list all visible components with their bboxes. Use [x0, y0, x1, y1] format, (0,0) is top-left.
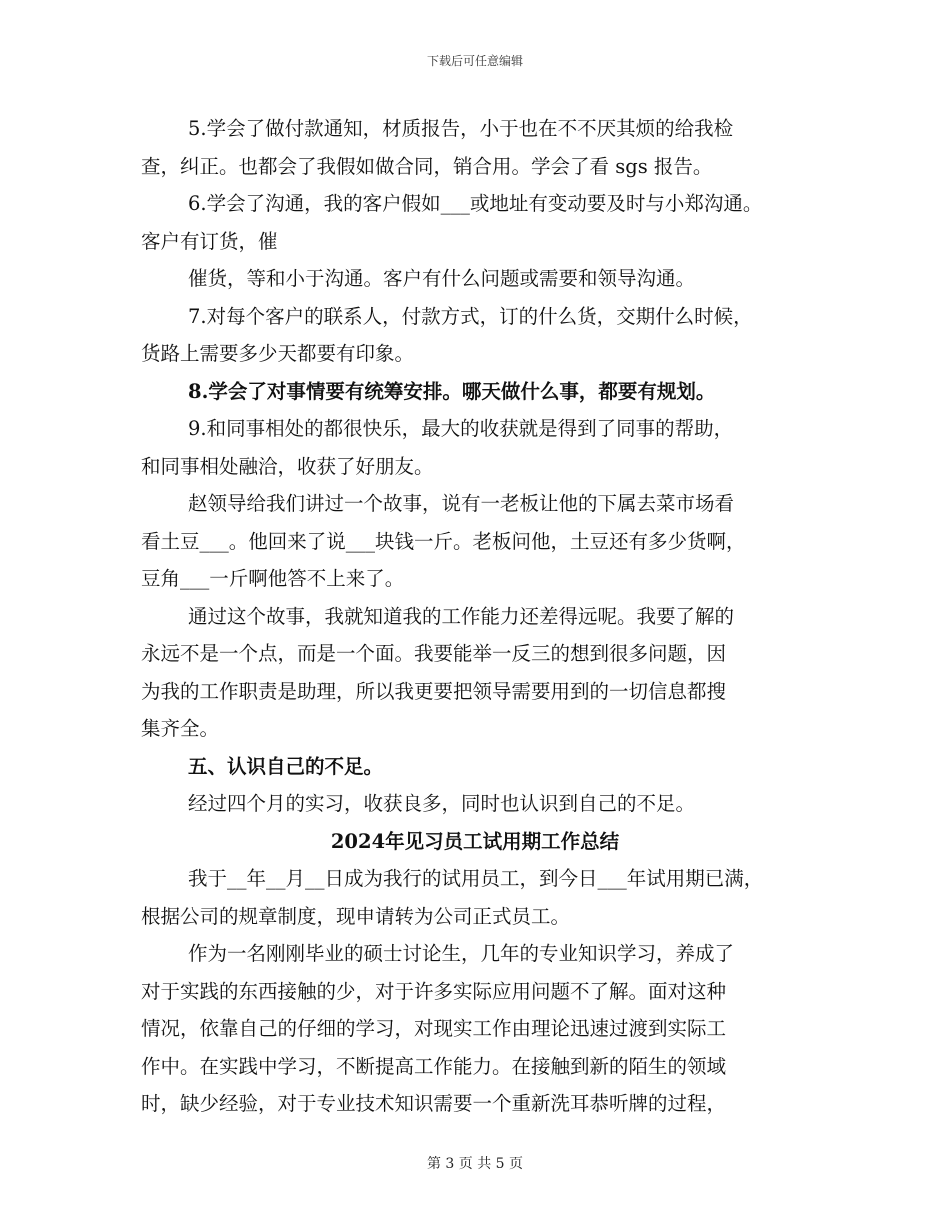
- paragraph-line: 7.对每个客户的联系人，付款方式，订的什么货，交期什么时候，: [188, 304, 753, 328]
- paragraph-line: 客户有订货，催: [141, 229, 278, 253]
- paragraph-line: 对于实践的东西接触的少，对于许多实际应用问题不了解。面对这种: [141, 979, 727, 1003]
- paragraph-line: 集齐全。: [141, 717, 220, 740]
- paragraph-line: 催货，等和小于沟通。客户有什么问题或需要和领导沟通。: [188, 267, 696, 290]
- paragraph-line: 6.学会了沟通，我的客户假如___或地址有变动要及时与小郑沟通。: [188, 192, 763, 215]
- paragraph-line: 情况，依靠自己的仔细的学习，对现实工作由理论迅速过渡到实际工: [141, 1017, 727, 1040]
- paragraph-line: 查，纠正。也都会了我假如做合同，销合用。学会了看 sgs 报告。: [141, 154, 713, 178]
- section-heading: 五、认识自己的不足。: [188, 754, 384, 778]
- bold-paragraph-line: 8.学会了对事情要有统筹安排。哪天做什么事，都要有规划。: [188, 379, 716, 403]
- paragraph-line: 我于__年__月__日成为我行的试用员工，到今日___年试用期已满，: [188, 867, 764, 890]
- paragraph-line: 时，缺少经验，对于专业技术知识需要一个重新洗耳恭听牌的过程，: [141, 1092, 727, 1115]
- paragraph-line: 根据公司的规章制度，现申请转为公司正式员工。: [141, 904, 571, 928]
- paragraph-line: 豆角___一斤啊他答不上来了。: [141, 567, 405, 590]
- paragraph-line: 货路上需要多少天都要有印象。: [141, 342, 415, 365]
- paragraph-line: 5.学会了做付款通知，材质报告，小于也在不不厌其烦的给我检: [188, 117, 734, 140]
- document-body: [141, 110, 809, 1123]
- paragraph-line: 作中。在实践中学习，不断提高工作能力。在接触到新的陌生的领域: [141, 1054, 727, 1078]
- page-header: 下载后可任意编辑: [426, 54, 523, 68]
- paragraph-line: 看土豆___。他回来了说___块钱一斤。老板问他，土豆还有多少货啊，: [141, 529, 746, 553]
- paragraph-line: 永远不是一个点，而是一个面。我要能举一反三的想到很多问题，因: [141, 642, 727, 665]
- paragraph-line: 9.和同事相处的都很快乐，最大的收获就是得到了同事的帮助，: [188, 417, 734, 440]
- paragraph-line: 通过这个故事，我就知道我的工作能力还差得远呢。我要了解的: [188, 604, 735, 628]
- page-footer: 第 3 页 共 5 页: [426, 1156, 524, 1172]
- paragraph-line: 作为一名刚刚毕业的硕士讨论生，几年的专业知识学习，养成了: [188, 942, 735, 965]
- paragraph-line: 经过四个月的实习，收获良多，同时也认识到自己的不足。: [188, 792, 696, 815]
- paragraph-line: 和同事相处融洽，收获了好朋友。: [141, 454, 434, 478]
- paragraph-line: 为我的工作职责是助理，所以我更要把领导需要用到的一切信息都搜: [141, 679, 727, 703]
- document-title: 2024年见习员工试用期工作总结: [330, 829, 620, 853]
- paragraph-line: 赵领导给我们讲过一个故事，说有一老板让他的下属去菜市场看: [188, 492, 735, 515]
